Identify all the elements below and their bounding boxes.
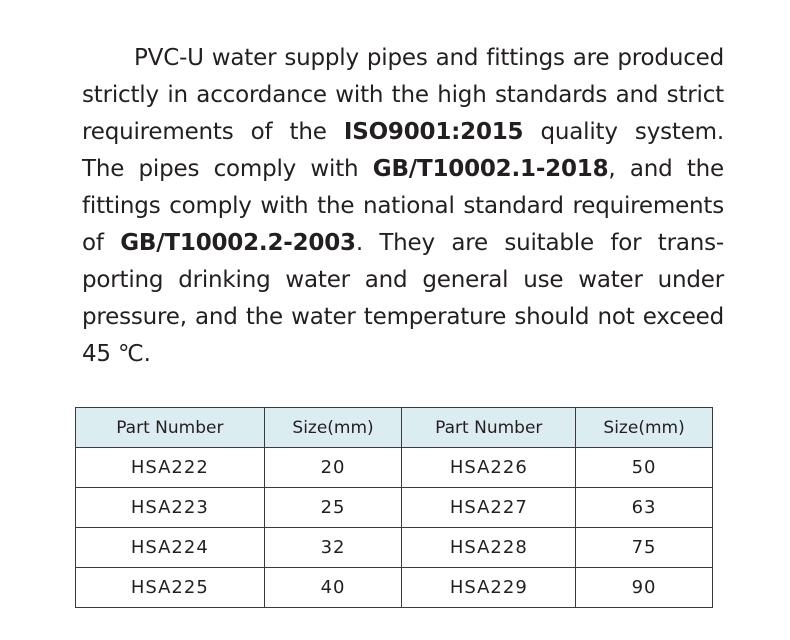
part-number-cell: HSA228	[402, 528, 576, 568]
size-cell: 75	[576, 528, 713, 568]
size-cell: 50	[576, 448, 713, 488]
paragraph-line-9: 45 ℃.	[82, 341, 151, 367]
paragraph-line-6	[82, 225, 724, 262]
fitting-standard: GB/T10002.2-2003	[120, 230, 356, 256]
paragraph-text: quality system.	[523, 119, 724, 145]
part-number-cell: HSA229	[402, 568, 576, 608]
iso-standard: ISO9001:2015	[343, 119, 524, 145]
paragraph-text: , and the	[608, 156, 724, 182]
part-number-cell: HSA223	[76, 488, 265, 528]
table-row	[76, 568, 713, 608]
paragraph-text: . They are suitable for trans-	[355, 230, 724, 256]
part-number-cell: HSA222	[76, 448, 265, 488]
table-header-row	[76, 408, 713, 448]
size-cell: 63	[576, 488, 713, 528]
paragraph-line-5: fittings comply with the national standard requirements	[82, 193, 724, 219]
pipe-standard: GB/T10002.1-2018	[372, 156, 609, 182]
part-number-cell: HSA227	[402, 488, 576, 528]
paragraph-line-8: pressure, and the water temperature should not exceed	[82, 304, 724, 330]
table-row	[76, 488, 713, 528]
size-cell: 32	[264, 528, 402, 568]
paragraph-text: The pipes comply with	[82, 156, 373, 182]
column-header-part-number: Part Number	[76, 408, 265, 448]
paragraph-text: requirements of the	[82, 119, 344, 145]
table-row	[76, 448, 713, 488]
column-header-size: Size(mm)	[576, 408, 713, 448]
part-number-cell: HSA224	[76, 528, 265, 568]
paragraph-line-3	[82, 114, 724, 151]
column-header-size: Size(mm)	[264, 408, 402, 448]
column-header-part-number: Part Number	[402, 408, 576, 448]
paragraph-line-2: strictly in accordance with the high standards and strict	[82, 82, 724, 108]
part-size-table	[75, 407, 713, 608]
paragraph-line-7: porting drinking water and general use water under	[82, 267, 724, 293]
paragraph-line-4	[82, 151, 724, 188]
paragraph-text: of	[82, 230, 121, 256]
description-paragraph	[82, 40, 724, 373]
paragraph-line-1: PVC-U water supply pipes and fittings are produced	[134, 45, 724, 71]
size-cell: 40	[264, 568, 402, 608]
size-cell: 90	[576, 568, 713, 608]
table-row	[76, 528, 713, 568]
part-number-cell: HSA225	[76, 568, 265, 608]
size-cell: 20	[264, 448, 402, 488]
size-cell: 25	[264, 488, 402, 528]
part-number-cell: HSA226	[402, 448, 576, 488]
